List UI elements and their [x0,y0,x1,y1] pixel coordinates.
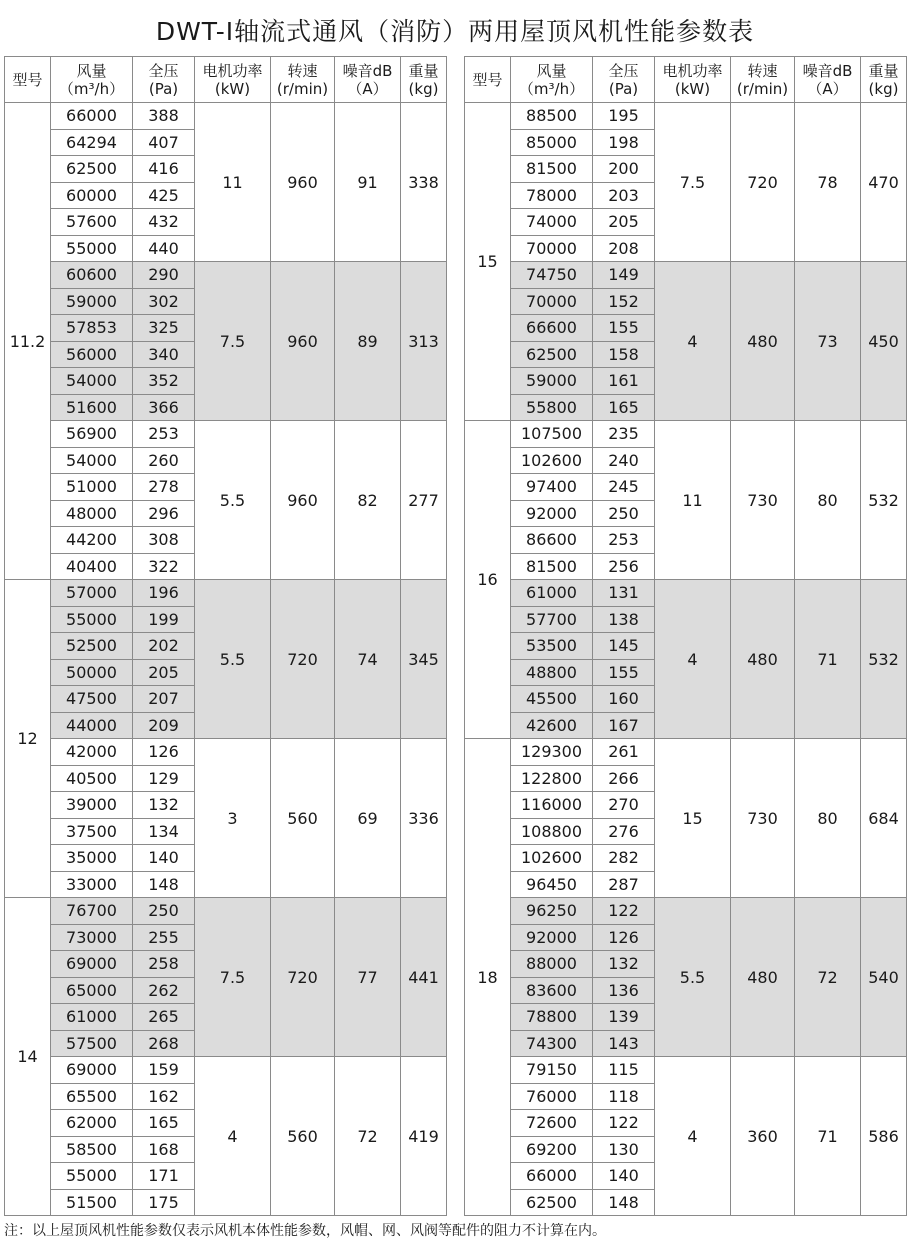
flow-cell: 62500 [511,1189,593,1216]
speed-cell: 720 [731,103,795,262]
flow-cell: 60000 [51,182,133,209]
flow-cell: 42600 [511,712,593,739]
pressure-cell: 175 [133,1189,195,1216]
power-cell: 7.5 [195,898,271,1057]
speed-cell: 360 [731,1057,795,1216]
pressure-cell: 115 [593,1057,655,1084]
speed-cell: 960 [271,262,335,421]
noise-cell: 69 [335,739,401,898]
pressure-cell: 290 [133,262,195,289]
table-row [465,1057,907,1084]
pressure-cell: 253 [133,421,195,448]
power-cell: 11 [195,103,271,262]
speed-cell: 480 [731,262,795,421]
flow-cell: 81500 [511,156,593,183]
noise-cell: 78 [795,103,861,262]
pressure-cell: 235 [593,421,655,448]
pressure-cell: 145 [593,633,655,660]
speed-cell: 960 [271,421,335,580]
pressure-cell: 250 [133,898,195,925]
header-row [465,57,907,103]
pressure-cell: 165 [593,394,655,421]
flow-cell: 69000 [51,951,133,978]
flow-cell: 55800 [511,394,593,421]
pressure-cell: 205 [133,659,195,686]
pressure-cell: 250 [593,500,655,527]
flow-cell: 88000 [511,951,593,978]
flow-cell: 51600 [51,394,133,421]
flow-cell: 55000 [51,606,133,633]
pressure-cell: 340 [133,341,195,368]
flow-cell: 70000 [511,235,593,262]
pressure-cell: 202 [133,633,195,660]
flow-cell: 66600 [511,315,593,342]
flow-cell: 62500 [511,341,593,368]
flow-cell: 122800 [511,765,593,792]
pressure-cell: 325 [133,315,195,342]
power-cell: 4 [655,262,731,421]
pressure-cell: 200 [593,156,655,183]
pressure-cell: 152 [593,288,655,315]
model-cell: 18 [465,739,511,1216]
header-weight: 重量 (kg) [861,57,907,103]
header-pressure: 全压 (Pa) [593,57,655,103]
flow-cell: 116000 [511,792,593,819]
header-power: 电机功率 (kW) [655,57,731,103]
flow-cell: 73000 [51,924,133,951]
table-row [465,898,907,925]
weight-cell: 338 [401,103,447,262]
pressure-cell: 199 [133,606,195,633]
pressure-cell: 149 [593,262,655,289]
flow-cell: 85000 [511,129,593,156]
pressure-cell: 140 [593,1163,655,1190]
header-model: 型号 [465,57,511,103]
table-row [465,262,907,289]
flow-cell: 88500 [511,103,593,130]
flow-cell: 102600 [511,845,593,872]
pressure-cell: 276 [593,818,655,845]
speed-cell: 730 [731,421,795,580]
table-row [465,421,907,448]
flow-cell: 74000 [511,209,593,236]
table-row [5,580,447,607]
flow-cell: 58500 [51,1136,133,1163]
flow-cell: 76000 [511,1083,593,1110]
pressure-cell: 148 [133,871,195,898]
flow-cell: 55000 [51,235,133,262]
pressure-cell: 296 [133,500,195,527]
noise-cell: 71 [795,580,861,739]
pressure-cell: 158 [593,341,655,368]
pressure-cell: 122 [593,1110,655,1137]
flow-cell: 65000 [51,977,133,1004]
noise-cell: 77 [335,898,401,1057]
weight-cell: 419 [401,1057,447,1216]
flow-cell: 48000 [51,500,133,527]
pressure-cell: 139 [593,1004,655,1031]
power-cell: 7.5 [195,262,271,421]
pressure-cell: 140 [133,845,195,872]
noise-cell: 72 [795,898,861,1057]
pressure-cell: 388 [133,103,195,130]
speed-cell: 560 [271,1057,335,1216]
flow-cell: 62500 [51,156,133,183]
speed-cell: 480 [731,580,795,739]
pressure-cell: 118 [593,1083,655,1110]
flow-cell: 51000 [51,474,133,501]
flow-cell: 64294 [51,129,133,156]
model-cell: 12 [5,580,51,898]
table-row [465,103,907,130]
flow-cell: 40500 [51,765,133,792]
power-cell: 5.5 [195,421,271,580]
flow-cell: 69000 [51,1057,133,1084]
pressure-cell: 260 [133,447,195,474]
table-row [5,103,447,130]
pressure-cell: 266 [593,765,655,792]
speed-cell: 960 [271,103,335,262]
power-cell: 5.5 [195,580,271,739]
pressure-cell: 209 [133,712,195,739]
flow-cell: 81500 [511,553,593,580]
pressure-cell: 196 [133,580,195,607]
table-row [5,262,447,289]
pressure-cell: 240 [593,447,655,474]
pressure-cell: 138 [593,606,655,633]
pressure-cell: 129 [133,765,195,792]
noise-cell: 91 [335,103,401,262]
performance-table-left [4,56,447,1216]
pressure-cell: 136 [593,977,655,1004]
noise-cell: 80 [795,739,861,898]
power-cell: 4 [195,1057,271,1216]
flow-cell: 76700 [51,898,133,925]
flow-cell: 59000 [511,368,593,395]
flow-cell: 96250 [511,898,593,925]
pressure-cell: 262 [133,977,195,1004]
pressure-cell: 253 [593,527,655,554]
table-row [5,898,447,925]
header-noise: 噪音dB （A） [795,57,861,103]
pressure-cell: 432 [133,209,195,236]
flow-cell: 50000 [51,659,133,686]
pressure-cell: 122 [593,898,655,925]
weight-cell: 277 [401,421,447,580]
table-row [465,739,907,766]
weight-cell: 345 [401,580,447,739]
power-cell: 11 [655,421,731,580]
flow-cell: 66000 [51,103,133,130]
header-pressure: 全压 (Pa) [133,57,195,103]
pressure-cell: 261 [593,739,655,766]
flow-cell: 62000 [51,1110,133,1137]
pressure-cell: 268 [133,1030,195,1057]
header-noise: 噪音dB （A） [335,57,401,103]
flow-cell: 86600 [511,527,593,554]
flow-cell: 102600 [511,447,593,474]
noise-cell: 73 [795,262,861,421]
power-cell: 4 [655,580,731,739]
flow-cell: 54000 [51,447,133,474]
header-power: 电机功率 (kW) [195,57,271,103]
flow-cell: 44200 [51,527,133,554]
flow-cell: 55000 [51,1163,133,1190]
pressure-cell: 287 [593,871,655,898]
pressure-cell: 131 [593,580,655,607]
header-model: 型号 [5,57,51,103]
flow-cell: 97400 [511,474,593,501]
flow-cell: 107500 [511,421,593,448]
pressure-cell: 278 [133,474,195,501]
flow-cell: 96450 [511,871,593,898]
pressure-cell: 130 [593,1136,655,1163]
flow-cell: 61000 [51,1004,133,1031]
weight-cell: 470 [861,103,907,262]
flow-cell: 48800 [511,659,593,686]
weight-cell: 532 [861,421,907,580]
model-cell: 11.2 [5,103,51,580]
pressure-cell: 270 [593,792,655,819]
noise-cell: 74 [335,580,401,739]
table-row [465,580,907,607]
pressure-cell: 205 [593,209,655,236]
pressure-cell: 407 [133,129,195,156]
pressure-cell: 165 [133,1110,195,1137]
pressure-cell: 167 [593,712,655,739]
header-flow: 风量 （m³/h） [51,57,133,103]
pressure-cell: 134 [133,818,195,845]
pressure-cell: 126 [133,739,195,766]
weight-cell: 336 [401,739,447,898]
pressure-cell: 302 [133,288,195,315]
pressure-cell: 425 [133,182,195,209]
flow-cell: 78000 [511,182,593,209]
speed-cell: 480 [731,898,795,1057]
power-cell: 15 [655,739,731,898]
power-cell: 3 [195,739,271,898]
pressure-cell: 256 [593,553,655,580]
header-speed: 转速 (r/min) [271,57,335,103]
flow-cell: 35000 [51,845,133,872]
weight-cell: 586 [861,1057,907,1216]
pressure-cell: 245 [593,474,655,501]
pressure-cell: 255 [133,924,195,951]
flow-cell: 70000 [511,288,593,315]
noise-cell: 80 [795,421,861,580]
flow-cell: 51500 [51,1189,133,1216]
weight-cell: 441 [401,898,447,1057]
speed-cell: 730 [731,739,795,898]
pressure-cell: 416 [133,156,195,183]
weight-cell: 450 [861,262,907,421]
noise-cell: 72 [335,1057,401,1216]
pressure-cell: 208 [593,235,655,262]
flow-cell: 33000 [51,871,133,898]
flow-cell: 57000 [51,580,133,607]
pressure-cell: 198 [593,129,655,156]
flow-cell: 74300 [511,1030,593,1057]
flow-cell: 83600 [511,977,593,1004]
flow-cell: 78800 [511,1004,593,1031]
flow-cell: 79150 [511,1057,593,1084]
pressure-cell: 168 [133,1136,195,1163]
noise-cell: 89 [335,262,401,421]
table-row [5,1057,447,1084]
table-body-right [465,103,907,1216]
flow-cell: 37500 [51,818,133,845]
flow-cell: 54000 [51,368,133,395]
table-row [5,739,447,766]
pressure-cell: 162 [133,1083,195,1110]
power-cell: 4 [655,1057,731,1216]
flow-cell: 57600 [51,209,133,236]
weight-cell: 540 [861,898,907,1057]
pressure-cell: 161 [593,368,655,395]
pressure-cell: 132 [593,951,655,978]
flow-cell: 52500 [51,633,133,660]
flow-cell: 69200 [511,1136,593,1163]
pressure-cell: 126 [593,924,655,951]
flow-cell: 56900 [51,421,133,448]
model-cell: 15 [465,103,511,421]
pressure-cell: 155 [593,659,655,686]
pressure-cell: 160 [593,686,655,713]
table-body-left [5,103,447,1216]
noise-cell: 71 [795,1057,861,1216]
table-row [5,421,447,448]
speed-cell: 560 [271,739,335,898]
flow-cell: 56000 [51,341,133,368]
header-flow: 风量 （m³/h） [511,57,593,103]
flow-cell: 66000 [511,1163,593,1190]
pressure-cell: 265 [133,1004,195,1031]
pressure-cell: 159 [133,1057,195,1084]
flow-cell: 74750 [511,262,593,289]
flow-cell: 45500 [511,686,593,713]
pressure-cell: 203 [593,182,655,209]
pressure-cell: 366 [133,394,195,421]
weight-cell: 313 [401,262,447,421]
pressure-cell: 207 [133,686,195,713]
flow-cell: 92000 [511,500,593,527]
flow-cell: 44000 [51,712,133,739]
flow-cell: 57700 [511,606,593,633]
flow-cell: 108800 [511,818,593,845]
header-weight: 重量 (kg) [401,57,447,103]
weight-cell: 684 [861,739,907,898]
power-cell: 7.5 [655,103,731,262]
speed-cell: 720 [271,898,335,1057]
flow-cell: 92000 [511,924,593,951]
flow-cell: 72600 [511,1110,593,1137]
flow-cell: 47500 [51,686,133,713]
header-speed: 转速 (r/min) [731,57,795,103]
flow-cell: 59000 [51,288,133,315]
flow-cell: 40400 [51,553,133,580]
power-cell: 5.5 [655,898,731,1057]
flow-cell: 61000 [511,580,593,607]
flow-cell: 53500 [511,633,593,660]
noise-cell: 82 [335,421,401,580]
pressure-cell: 322 [133,553,195,580]
performance-table-right [464,56,907,1216]
pressure-cell: 440 [133,235,195,262]
flow-cell: 129300 [511,739,593,766]
pressure-cell: 308 [133,527,195,554]
flow-cell: 39000 [51,792,133,819]
pressure-cell: 132 [133,792,195,819]
footnote: 注：以上屋顶风机性能参数仅表示风机本体性能参数，风帽、网、风阀等配件的阻力不计算在内。 [4,1223,606,1239]
speed-cell: 720 [271,580,335,739]
pressure-cell: 352 [133,368,195,395]
flow-cell: 57853 [51,315,133,342]
flow-cell: 42000 [51,739,133,766]
pressure-cell: 282 [593,845,655,872]
flow-cell: 57500 [51,1030,133,1057]
pressure-cell: 171 [133,1163,195,1190]
weight-cell: 532 [861,580,907,739]
model-cell: 16 [465,421,511,739]
flow-cell: 60600 [51,262,133,289]
pressure-cell: 258 [133,951,195,978]
pressure-cell: 155 [593,315,655,342]
pressure-cell: 148 [593,1189,655,1216]
model-cell: 14 [5,898,51,1216]
pressure-cell: 143 [593,1030,655,1057]
header-row [5,57,447,103]
pressure-cell: 195 [593,103,655,130]
flow-cell: 65500 [51,1083,133,1110]
page-title: DWT-I轴流式通风（消防）两用屋顶风机性能参数表 [155,17,755,46]
